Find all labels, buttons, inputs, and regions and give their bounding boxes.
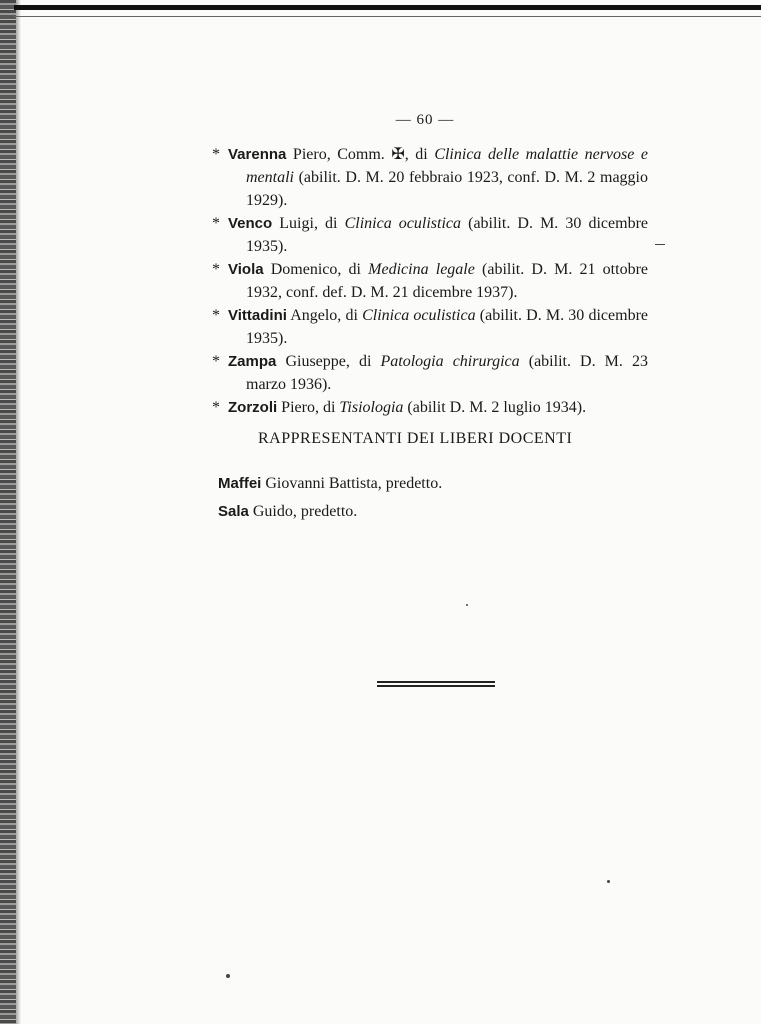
- list-item: [212, 350, 648, 396]
- list-item: [212, 396, 648, 419]
- entry-text: Giuseppe, di: [276, 353, 381, 370]
- list-item: [212, 258, 648, 304]
- entry-subject: Clinica oculistica: [344, 215, 462, 232]
- entry-text: Domenico, di: [263, 261, 369, 278]
- entry-qualification: (abilit. D. M. 30 dicembre 1935).: [246, 215, 649, 255]
- asterisk-marker: *: [212, 215, 220, 232]
- section-heading: RAPPRESENTANTI DEI LIBERI DOCENTI: [258, 430, 573, 447]
- asterisk-marker: *: [212, 146, 220, 163]
- entry-surname: Venco: [228, 215, 273, 232]
- list-item: [212, 143, 648, 212]
- entry-surname: Zampa: [228, 353, 277, 370]
- entry-surname: Varenna: [228, 146, 287, 163]
- representative-surname: Sala: [218, 503, 249, 520]
- entry-subject: Clinica oculistica: [362, 307, 476, 324]
- book-binding-edge: [0, 0, 16, 1024]
- entry-subject: Patologia chirurgica: [380, 353, 520, 370]
- asterisk-marker: *: [212, 261, 220, 278]
- entry-text: Luigi, di: [272, 215, 345, 232]
- top-border-rule: [14, 5, 761, 17]
- closing-double-rule: [377, 681, 495, 687]
- entry-qualification: (abilit. D. M. 23 marzo 1936).: [246, 353, 648, 393]
- representative-text: Guido, predetto.: [248, 503, 358, 520]
- asterisk-marker: *: [212, 353, 220, 370]
- list-item: [212, 212, 648, 258]
- page-number: — 60 —: [395, 112, 455, 128]
- representative-text: Giovanni Battista, predetto.: [261, 475, 443, 492]
- asterisk-marker: *: [212, 399, 220, 416]
- entry-text: Angelo, di: [286, 307, 363, 324]
- scan-speck: [607, 880, 610, 883]
- entry-qualification: (abilit D. M. 2 luglio 1934).: [403, 399, 587, 416]
- asterisk-marker: *: [212, 307, 220, 324]
- entry-surname: Viola: [228, 261, 264, 278]
- scan-speck: [226, 974, 230, 978]
- entry-text: Piero, di: [277, 399, 340, 416]
- list-item: [212, 304, 648, 350]
- entry-qualification: (abilit. D. M. 20 febbraio 1923, conf. D. M. 2 maggio 1929).: [246, 169, 648, 209]
- list-item: [218, 470, 618, 498]
- list-item: [218, 498, 618, 526]
- scan-speck: [466, 604, 468, 606]
- faculty-entry-list: [212, 143, 648, 419]
- representative-surname: Maffei: [218, 475, 262, 492]
- entry-subject: Tisiologia: [339, 399, 404, 416]
- entry-qualification: (abilit. D. M. 21 ottobre 1932, conf. def. D. M. 21 dicembre 1937).: [246, 261, 649, 301]
- entry-subject: Clinica delle malattie nervose e mentali: [246, 146, 649, 186]
- entry-surname: Zorzoli: [228, 399, 278, 416]
- entry-text: Piero, Comm. ✠, di: [286, 146, 435, 163]
- representatives-list: [218, 470, 618, 526]
- entry-qualification: (abilit. D. M. 30 dicembre 1935).: [246, 307, 649, 347]
- entry-subject: Medicina legale: [368, 261, 475, 278]
- entry-surname: Vittadini: [228, 307, 287, 324]
- scan-speck: [655, 244, 665, 245]
